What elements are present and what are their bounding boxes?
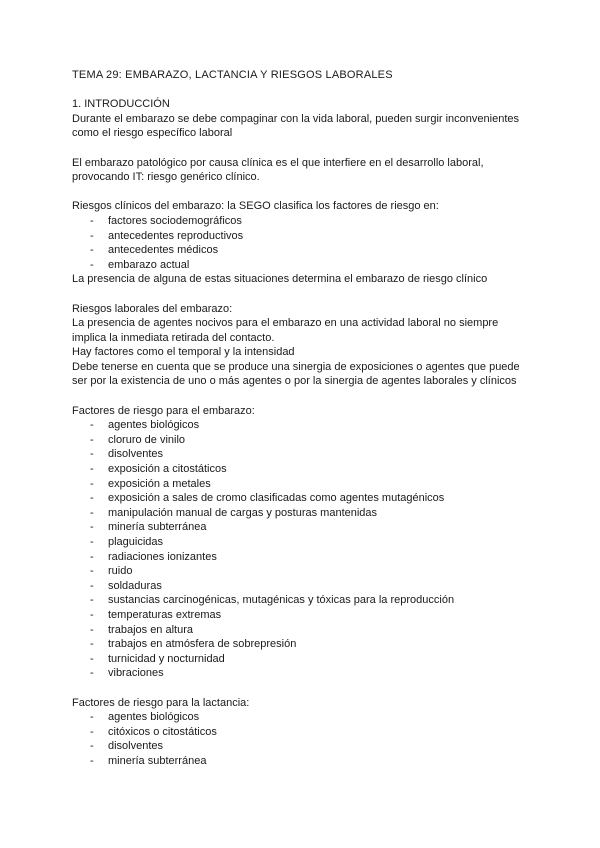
list-item: - antecedentes médicos	[72, 243, 540, 258]
list-item: - ruido	[72, 564, 540, 579]
list-item: - temperaturas extremas	[72, 608, 540, 623]
list-item: - disolventes	[72, 447, 540, 462]
paragraph-line: La presencia de agentes nocivos para el embarazo en una actividad laboral no siempre	[72, 317, 499, 330]
list-item: - agentes biológicos	[72, 418, 540, 433]
list-item: - sustancias carcinogénicas, mutagénicas y tóxicas para la reproducción	[72, 593, 540, 608]
paragraph-line: Durante el embarazo se debe compaginar con la vida laboral, pueden surgir inconvenientes	[72, 112, 519, 125]
paragraph-line: como el riesgo específico laboral	[72, 127, 233, 140]
list-item: - cloruro de vinilo	[72, 433, 540, 448]
list-item: - trabajos en altura	[72, 623, 540, 638]
lactation-factors-list	[72, 710, 540, 768]
paragraph-line: implica la inmediata retirada del contacto.	[72, 331, 275, 344]
list-item: - minería subterránea	[72, 520, 540, 535]
intro-section	[72, 97, 540, 141]
paragraph-line: provocando IT: riesgo genérico clínico.	[72, 171, 260, 184]
clinical-risks-conclusion: La presencia de alguna de estas situaciones determina el embarazo de riesgo clínico	[72, 273, 488, 286]
list-item: - turnicidad y nocturnidad	[72, 652, 540, 667]
lactation-factors-section	[72, 696, 540, 769]
labor-risks-section	[72, 302, 540, 390]
list-item: - manipulación manual de cargas y posturas mantenidas	[72, 506, 540, 521]
page-title: TEMA 29: EMBARAZO, LACTANCIA Y RIESGOS LABORALES	[72, 69, 393, 81]
list-item: - antecedentes reproductivos	[72, 229, 540, 244]
list-item: - radiaciones ionizantes	[72, 550, 540, 565]
list-item: - disolventes	[72, 739, 540, 754]
list-item: - soldaduras	[72, 579, 540, 594]
pregnancy-factors-section	[72, 404, 540, 681]
clinical-risks-section	[72, 199, 540, 287]
list-item: - citóxicos o citostáticos	[72, 725, 540, 740]
list-item: - agentes biológicos	[72, 710, 540, 725]
list-item: - exposición a sales de cromo clasificadas como agentes mutagénicos	[72, 491, 540, 506]
paragraph-line: Hay factores como el temporal y la intensidad	[72, 346, 295, 359]
pregnancy-factors-list	[72, 418, 540, 681]
paragraph-line: El embarazo patológico por causa clínica es el que interfiere en el desarrollo laboral,	[72, 156, 484, 169]
intro-heading: 1. INTRODUCCIÓN	[72, 98, 170, 111]
lactation-factors-heading: Factores de riesgo para la lactancia:	[72, 696, 250, 709]
list-item: - factores sociodemográficos	[72, 214, 540, 229]
list-item: - exposición a citostáticos	[72, 462, 540, 477]
pathological-section	[72, 156, 540, 185]
paragraph-line: ser por la existencia de uno o más agentes o por la sinergia de agentes laborales y clínicos	[72, 375, 517, 388]
list-item: - plaguicidas	[72, 535, 540, 550]
list-item: - minería subterránea	[72, 754, 540, 769]
clinical-risks-intro: Riesgos clínicos del embarazo: la SEGO clasifica los factores de riesgo en:	[72, 200, 439, 213]
list-item: - vibraciones	[72, 666, 540, 681]
pregnancy-factors-heading: Factores de riesgo para el embarazo:	[72, 404, 255, 417]
list-item: - embarazo actual	[72, 258, 540, 273]
list-item: - exposición a metales	[72, 477, 540, 492]
paragraph-line: Debe tenerse en cuenta que se produce una sinergia de exposiciones o agentes que puede	[72, 360, 520, 373]
labor-risks-heading: Riesgos laborales del embarazo:	[72, 302, 233, 315]
clinical-risks-list	[72, 214, 540, 272]
list-item: - trabajos en atmósfera de sobrepresión	[72, 637, 540, 652]
